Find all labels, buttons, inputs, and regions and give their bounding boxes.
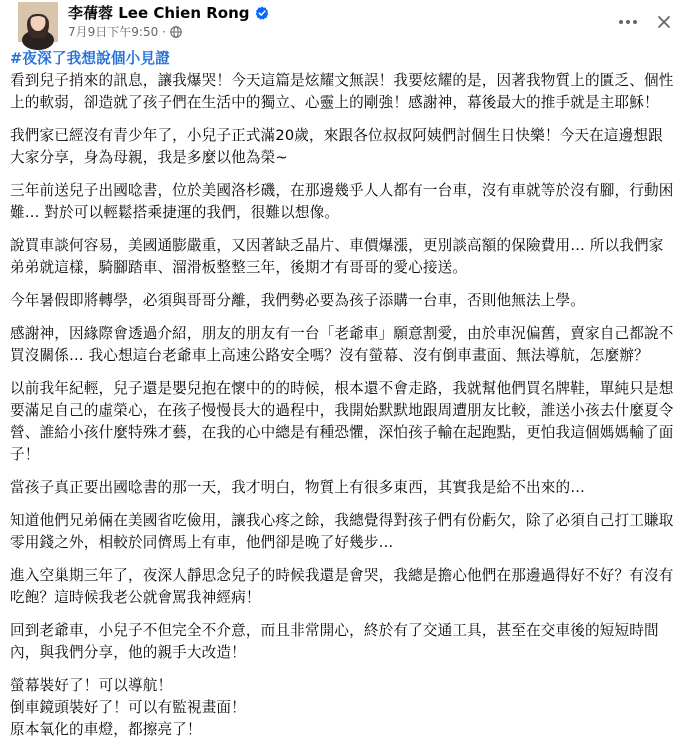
- hashtag-link[interactable]: #夜深了我想說個小見證: [10, 50, 170, 67]
- post-paragraph: [10, 378, 682, 466]
- post-text-line: 買沒關係… 我心想這台老爺車上高速公路安全嗎？沒有螢幕、沒有倒車畫面、無法導航，怎麼辦？: [10, 347, 649, 364]
- post-paragraph: [10, 620, 682, 664]
- post-body: [10, 48, 682, 741]
- post-paragraph: [10, 235, 682, 279]
- more-options-button[interactable]: [614, 8, 642, 36]
- post-text-line: 螢幕裝好了！可以導航！: [10, 677, 173, 694]
- post-text-line: 子！: [10, 446, 40, 463]
- post-paragraphs: [10, 70, 682, 741]
- author-row: [68, 4, 269, 22]
- post-paragraph: [10, 125, 682, 169]
- post-text-line: 回到老爺車，小兒子不但完全不介意，而且非常開心，終於有了交通工具，甚至在交車後的短短時間: [10, 622, 659, 639]
- globe-icon[interactable]: [170, 26, 182, 38]
- post-text-line: 吃飽？這時候我老公就會罵我神經病！: [10, 589, 261, 606]
- post-text-line: 進入空巢期三年了，夜深人靜思念兒子的時候我還是會哭，我總是擔心他們在那邊過得好不好？有沒有: [10, 567, 674, 584]
- post-paragraph: [10, 477, 682, 499]
- post-text-line: 感謝神，因緣際會透過介紹，朋友的朋友有一台「老爺車」願意割愛，由於車況偏舊，賣家自己都說不: [10, 325, 674, 342]
- post-text-line: 三年前送兒子出國唸書，位於美國洛杉磯，在那邊幾乎人人都有一台車，沒有車就等於沒有腳，行動困: [10, 182, 674, 199]
- avatar-portrait-icon: [18, 2, 58, 42]
- post-text-line: 今年暑假即將轉學，必須與哥哥分離，我們勢必要為孩子添購一台車，否則他無法上學。: [10, 292, 586, 309]
- post-text-line: 倒車鏡頭裝好了！可以有監視畫面！: [10, 699, 246, 716]
- post-text-line: 大家分享，身為母親，我是多麼以他為榮~: [10, 149, 288, 166]
- post-paragraph: [10, 510, 682, 554]
- post-paragraph: [10, 323, 682, 367]
- author-name[interactable]: 李蒨蓉 Lee Chien Rong: [68, 4, 250, 22]
- more-horizontal-icon: [618, 19, 638, 25]
- post-meta: [68, 24, 182, 40]
- post-text-line: 要滿足自己的虛榮心，在孩子慢慢長大的過程中，我開始默默地跟周遭朋友比較，誰送小孩去什麼夏令: [10, 402, 674, 419]
- post-paragraph: [10, 290, 682, 312]
- post-paragraph: [10, 565, 682, 609]
- post-text-line: 看到兒子捎來的訊息，讓我爆哭！今天這篇是炫耀文無誤！我要炫耀的是，因著我物質上的匱乏、個性: [10, 72, 674, 89]
- meta-separator: ·: [162, 25, 167, 39]
- post-text-line: 內，與我們分享，他的親手大改造！: [10, 644, 246, 661]
- close-icon: [657, 15, 671, 29]
- post-text-line: 弟弟就這樣，騎腳踏車、溜滑板整整三年，後期才有哥哥的愛心接送。: [10, 259, 468, 276]
- post-text-line: 營、誰給小孩什麼特殊才藝，在我的心中總是有種恐懼，深怕孩子輸在起跑點，更怕我這個媽媽輸了面: [10, 424, 674, 441]
- post-text-line: 說買車談何容易，美國通膨嚴重，又因著缺乏晶片、車價爆漲，更別談高額的保險費用… 所以我們家: [10, 237, 664, 254]
- verified-badge-icon: [255, 6, 269, 20]
- post-text-line: 以前我年紀輕，兒子還是嬰兒抱在懷中的的時候，根本還不會走路，我就幫他們買名牌鞋，單純只是想: [10, 380, 674, 397]
- close-button[interactable]: [650, 8, 678, 36]
- post-timestamp[interactable]: 7月9日下午9:50: [68, 25, 159, 39]
- post-paragraph: [10, 675, 682, 741]
- post-header: [10, 0, 682, 44]
- post-text-line: 零用錢之外，相較於同儕馬上有車，他們卻是晚了好幾步…: [10, 534, 394, 551]
- post-text-line: 原本氧化的車燈，都擦亮了！: [10, 721, 202, 738]
- post-paragraph: [10, 180, 682, 224]
- post-text-line: 當孩子真正要出國唸書的那一天，我才明白，物質上有很多東西，其實我是給不出來的…: [10, 479, 586, 496]
- post-text-line: 知道他們兄弟倆在美國省吃儉用，讓我心疼之餘，我總覺得對孩子們有份虧欠，除了必須自己打工賺取: [10, 512, 674, 529]
- avatar[interactable]: [18, 2, 58, 42]
- post-text-line: 上的軟弱，卻造就了孩子們在生活中的獨立、心靈上的剛強！感謝神，幕後最大的推手就是主耶穌！: [10, 94, 659, 111]
- post-paragraph: [10, 70, 682, 114]
- post-text-line: 我們家已經沒有青少年了，小兒子正式滿20歲，來跟各位叔叔阿姨們討個生日快樂！今天在這邊想跟: [10, 127, 663, 144]
- post-text-line: 難… 對於可以輕鬆搭乘捷運的我們，很難以想像。: [10, 204, 340, 221]
